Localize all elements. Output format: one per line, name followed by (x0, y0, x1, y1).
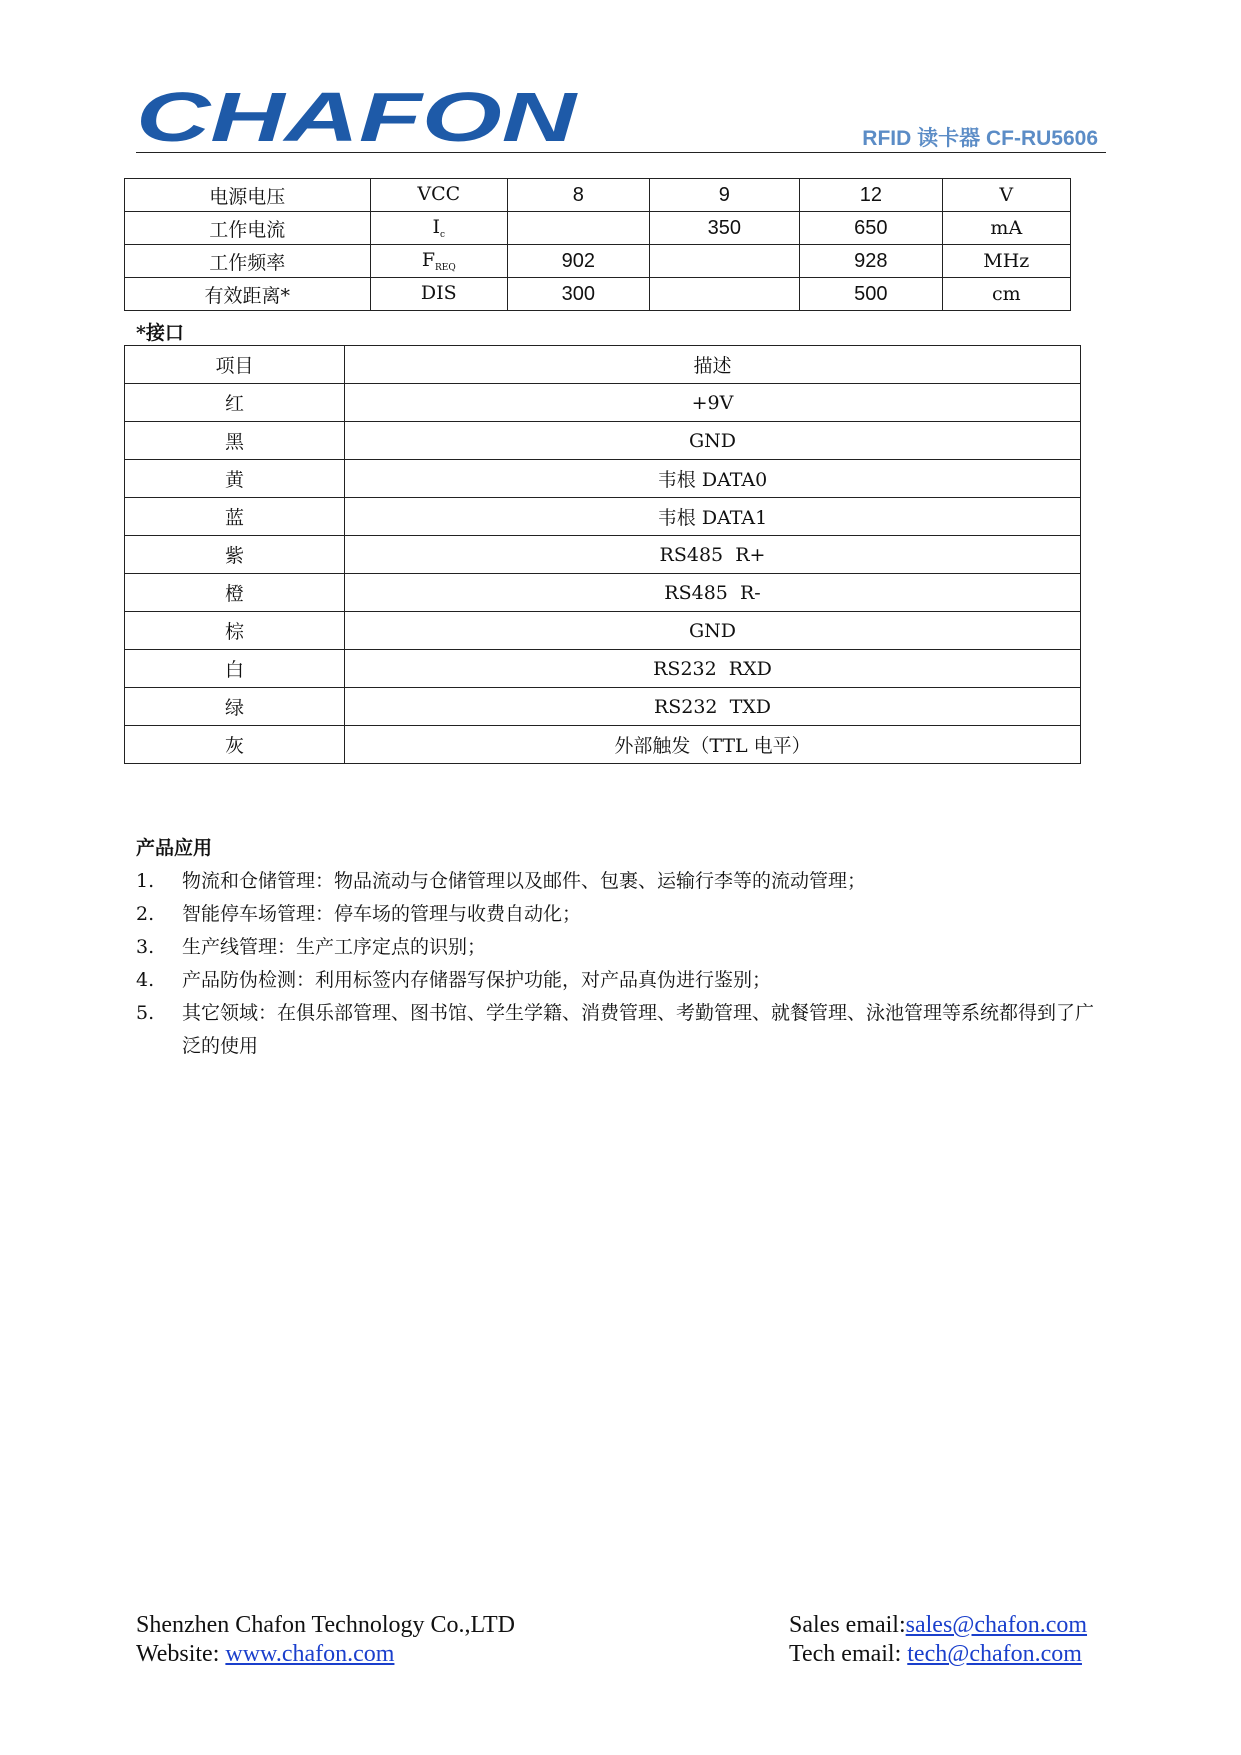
wire-description: RS232 RXD (345, 650, 1081, 688)
wire-color: 绿 (125, 688, 345, 726)
tech-email-line (789, 1640, 1087, 1669)
spec-symbol-subscript: c (440, 230, 446, 240)
spec-max: 500 (800, 278, 943, 311)
application-text: 生产线管理：生产工序定点的识别； (182, 936, 487, 958)
chafon-logo (136, 86, 580, 148)
spec-row (125, 245, 1071, 278)
spec-min: 902 (508, 245, 649, 278)
application-number: 5. (136, 1002, 155, 1024)
wire-color: 灰 (125, 726, 345, 764)
interface-row (125, 612, 1081, 650)
wire-color: 橙 (125, 574, 345, 612)
interface-row (125, 422, 1081, 460)
interface-section-label: *接口 (136, 322, 184, 344)
wire-description: +9V (345, 384, 1081, 422)
application-number: 4. (136, 969, 155, 991)
spec-max: 12 (800, 179, 943, 212)
wire-description: GND (345, 422, 1081, 460)
footer-left (136, 1611, 515, 1669)
company-name: Shenzhen Chafon Technology Co.,LTD (136, 1612, 515, 1638)
spec-row (125, 278, 1071, 311)
application-item (136, 997, 1106, 1063)
spec-max: 650 (800, 212, 943, 245)
application-item (136, 865, 1106, 898)
spec-unit: cm (942, 278, 1070, 311)
spec-symbol-subscript: REQ (435, 263, 456, 273)
application-text: 其它领域：在俱乐部管理、图书馆、学生学籍、消费管理、考勤管理、就餐管理、泳池管理等系统都得到了广泛的使用 (182, 1002, 1095, 1057)
spec-typ: 9 (649, 179, 800, 212)
wire-color: 红 (125, 384, 345, 422)
spec-unit: mA (942, 212, 1070, 245)
application-text: 产品防伪检测：利用标签内存储器写保护功能，对产品真伪进行鉴别； (182, 969, 772, 991)
wire-description: RS232 TXD (345, 688, 1081, 726)
wire-description: RS485 R- (345, 574, 1081, 612)
spec-param: 工作频率 (125, 245, 371, 278)
spec-symbol (370, 179, 507, 212)
spec-max: 928 (800, 245, 943, 278)
sales-email-link[interactable]: sales@chafon.com (905, 1612, 1088, 1638)
website-line (136, 1640, 515, 1669)
application-text: 智能停车场管理：停车场的管理与收费自动化； (182, 903, 582, 925)
header-divider (136, 152, 1106, 153)
interface-row (125, 726, 1081, 764)
wire-description: 韦根 DATA0 (345, 460, 1081, 498)
footer-right (789, 1611, 1087, 1669)
wire-color: 棕 (125, 612, 345, 650)
spec-symbol (370, 212, 507, 245)
spec-symbol (370, 245, 507, 278)
spec-typ (649, 245, 800, 278)
spec-param: 工作电流 (125, 212, 371, 245)
spec-symbol-main: F (421, 249, 436, 271)
wire-color: 白 (125, 650, 345, 688)
interface-row (125, 460, 1081, 498)
spec-min: 300 (508, 278, 649, 311)
spec-typ: 350 (649, 212, 800, 245)
interface-header-item: 项目 (125, 346, 345, 384)
wire-color: 黄 (125, 460, 345, 498)
spec-min: 8 (508, 179, 649, 212)
spec-symbol-main: DIS (420, 282, 457, 304)
spec-unit: MHz (942, 245, 1070, 278)
wire-color: 紫 (125, 536, 345, 574)
spec-table (124, 178, 1071, 311)
interface-table (124, 345, 1081, 764)
interface-row (125, 574, 1081, 612)
wire-description: GND (345, 612, 1081, 650)
applications-title: 产品应用 (136, 837, 213, 859)
spec-row (125, 179, 1071, 212)
spec-unit: V (942, 179, 1070, 212)
interface-row (125, 650, 1081, 688)
interface-row (125, 498, 1081, 536)
logo-text: CHAFON (136, 86, 579, 148)
spec-param: 电源电压 (125, 179, 371, 212)
application-number: 1. (136, 870, 155, 892)
wire-color: 蓝 (125, 498, 345, 536)
interface-header-row (125, 346, 1081, 384)
spec-min (508, 212, 649, 245)
spec-symbol-main: VCC (417, 183, 461, 205)
wire-description: 外部触发（TTL 电平） (345, 726, 1081, 764)
applications-list (136, 865, 1106, 1063)
sales-email-line (789, 1611, 1087, 1640)
application-number: 3. (136, 936, 155, 958)
application-item (136, 898, 1106, 931)
document-title: RFID 读卡器 CF-RU5606 (862, 127, 1098, 150)
spec-typ (649, 278, 800, 311)
application-item (136, 931, 1106, 964)
spec-symbol-main: I (432, 216, 441, 238)
wire-description: RS485 R+ (345, 536, 1081, 574)
application-text: 物流和仓储管理：物品流动与仓储管理以及邮件、包裹、运输行李等的流动管理； (182, 870, 867, 892)
application-number: 2. (136, 903, 155, 925)
spec-row (125, 212, 1071, 245)
website-link[interactable]: www.chafon.com (225, 1641, 395, 1667)
application-item (136, 964, 1106, 997)
interface-row (125, 536, 1081, 574)
website-label: Website: (136, 1641, 226, 1667)
interface-row (125, 384, 1081, 422)
interface-header-desc: 描述 (345, 346, 1081, 384)
sales-email-label: Sales email: (789, 1612, 906, 1638)
tech-email-link[interactable]: tech@chafon.com (907, 1641, 1082, 1667)
tech-email-label: Tech email: (789, 1641, 908, 1667)
wire-color: 黑 (125, 422, 345, 460)
spec-symbol (370, 278, 507, 311)
interface-row (125, 688, 1081, 726)
spec-param: 有效距离* (125, 278, 371, 311)
wire-description: 韦根 DATA1 (345, 498, 1081, 536)
